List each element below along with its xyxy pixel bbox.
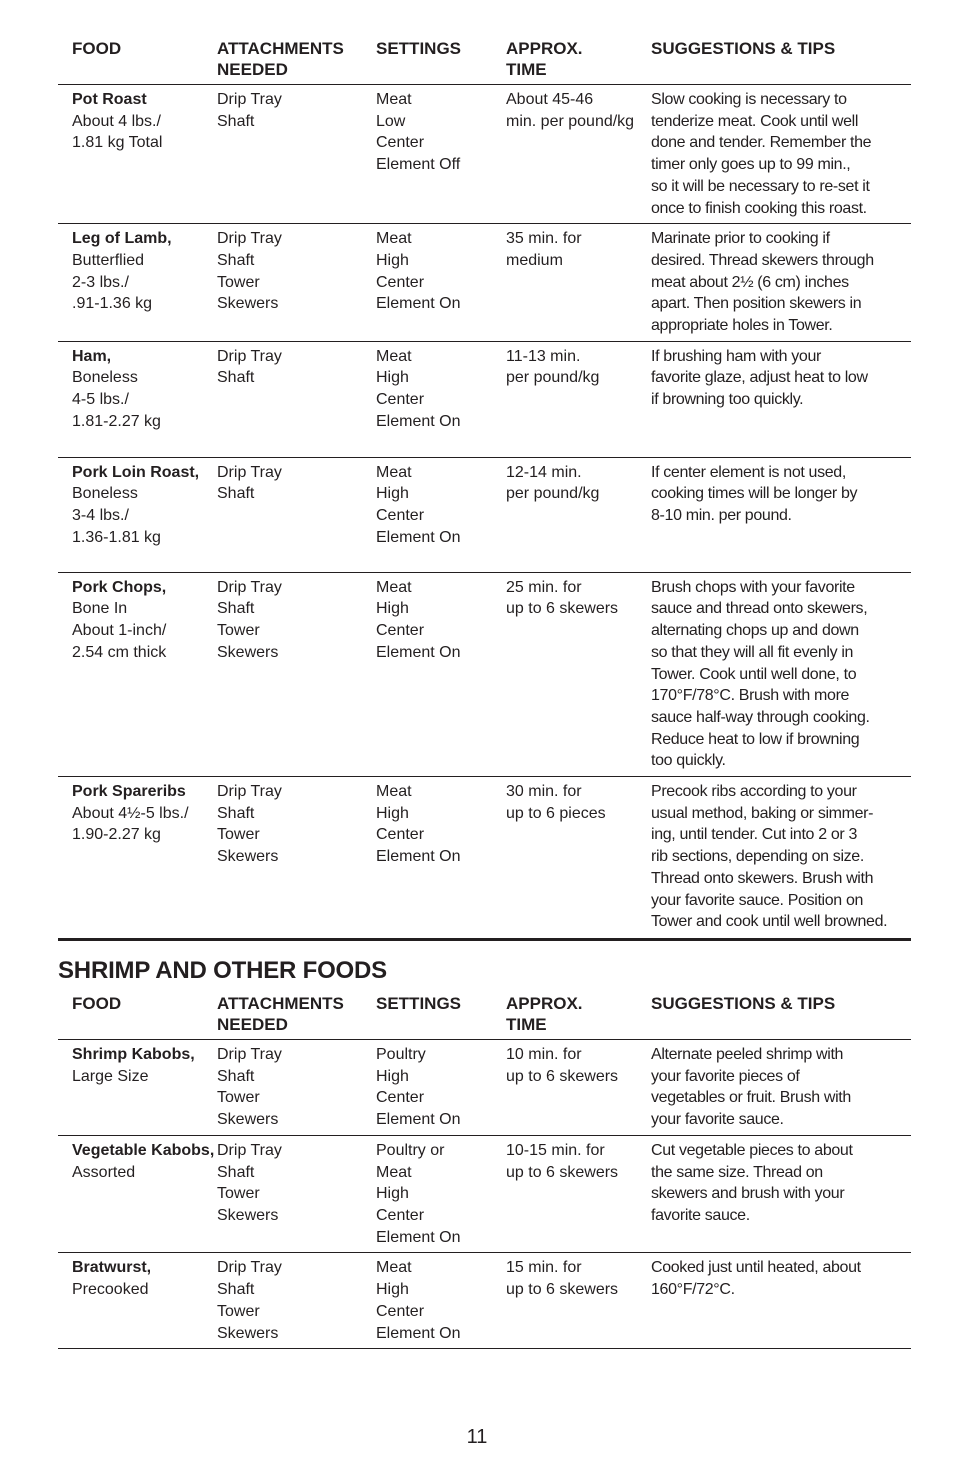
cell-text: skewers and brush with your [651, 1185, 845, 1203]
attachments-cell [217, 341, 376, 457]
food-cell [58, 224, 217, 342]
cell-text: Center [376, 507, 425, 525]
table-row [58, 572, 911, 776]
page [58, 30, 911, 1349]
header-food [58, 985, 217, 1040]
cell-text: Element On [376, 1228, 461, 1246]
table-row [58, 341, 911, 457]
settings-cell [376, 1253, 506, 1349]
cell-text: 1.81-2.27 kg [72, 412, 161, 430]
cell-text: Cooked just until heated, about [651, 1259, 861, 1277]
attachments-cell [217, 1040, 376, 1136]
cell-text: Poultry or [376, 1141, 445, 1159]
table-row [58, 1253, 911, 1349]
cell-text: High [376, 1067, 409, 1085]
cell-text: your favorite sauce. Position on [651, 891, 864, 909]
tips-cell [651, 777, 911, 940]
cell-text: Alternate peeled shrimp with [651, 1046, 844, 1064]
cell-text: If brushing ham with your [651, 347, 822, 365]
cell-text: Skewers [217, 643, 279, 661]
cell-text: appropriate holes in Tower. [651, 317, 833, 335]
header-text: SUGGESTIONS & TIPS [651, 994, 836, 1014]
tips-cell [651, 341, 911, 457]
cell-text: Shaft [217, 485, 255, 503]
cell-text: Element On [376, 1111, 461, 1129]
cell-text: Drip Tray [217, 578, 282, 596]
food-cell [58, 1135, 217, 1253]
cell-text: 1.81 kg Total [72, 134, 163, 152]
cell-text: Meat [376, 1163, 412, 1181]
cell-text: 10-15 min. for [506, 1141, 605, 1159]
cell-text: Drip Tray [217, 1046, 282, 1064]
cell-text: Center [376, 1089, 425, 1107]
cell-text: Shaft [217, 804, 255, 822]
food-name: Vegetable Kabobs, [72, 1141, 215, 1159]
cell-text: Skewers [217, 1324, 279, 1342]
cell-text: so that they will all fit evenly in [651, 643, 854, 661]
food-name: Pork Spareribs [72, 783, 186, 801]
cell-text: up to 6 skewers [506, 1281, 619, 1299]
header-text: TIME [506, 1015, 547, 1035]
tips-cell [651, 1135, 911, 1253]
cell-text: Drip Tray [217, 1141, 282, 1159]
cell-text: Skewers [217, 295, 279, 313]
header-settings [376, 985, 506, 1040]
cell-text: Tower [217, 1302, 260, 1320]
cell-text: Element On [376, 528, 461, 546]
cell-text: Meat [376, 578, 412, 596]
cell-text: High [376, 1185, 409, 1203]
time-cell [506, 341, 651, 457]
cell-text: Meat [376, 91, 412, 108]
meat-cooking-table [58, 30, 911, 941]
cell-text: your favorite sauce. [651, 1111, 784, 1129]
time-cell [506, 85, 651, 224]
cell-text: Shaft [217, 112, 255, 130]
cell-text: Precook ribs according to your [651, 783, 857, 801]
attachments-cell [217, 224, 376, 342]
tips-cell [651, 224, 911, 342]
attachments-cell [217, 777, 376, 940]
attachments-cell [217, 85, 376, 224]
food-cell [58, 777, 217, 940]
cell-text: Center [376, 391, 425, 409]
food-cell [58, 1253, 217, 1349]
cell-text: High [376, 1281, 409, 1299]
time-cell [506, 1040, 651, 1136]
cell-text: vegetables or fruit. Brush with [651, 1089, 851, 1107]
cell-text: 30 min. for [506, 783, 582, 801]
header-time [506, 30, 651, 85]
table-row [58, 1040, 911, 1136]
cell-text: min. per pound/kg [506, 112, 635, 130]
cell-text: Poultry [376, 1046, 426, 1064]
cell-text: Meat [376, 230, 412, 248]
cell-text: 12-14 min. [506, 463, 582, 481]
header-text: ATTACHMENTS [217, 994, 344, 1014]
cell-text: usual method, baking or simmer- [651, 804, 874, 822]
table-header-row [58, 985, 911, 1040]
cell-text: 25 min. for [506, 578, 582, 596]
cell-text: Center [376, 134, 425, 152]
settings-cell [376, 572, 506, 776]
food-cell [58, 341, 217, 457]
cell-text: up to 6 skewers [506, 600, 619, 618]
cell-text: Center [376, 622, 425, 640]
cell-text: High [376, 369, 409, 387]
header-settings [376, 30, 506, 85]
cell-text: Center [376, 1302, 425, 1320]
cell-text: Tower [217, 1185, 260, 1203]
header-text: SUGGESTIONS & TIPS [651, 39, 836, 58]
table-row [58, 85, 911, 224]
cell-text: ing, until tender. Cut into 2 or 3 [651, 826, 858, 844]
settings-cell [376, 457, 506, 572]
cell-text: High [376, 251, 409, 269]
cell-text: favorite sauce. [651, 1206, 750, 1224]
settings-cell [376, 1040, 506, 1136]
cell-text: Shaft [217, 1281, 255, 1299]
time-cell [506, 224, 651, 342]
cell-text: Meat [376, 347, 412, 365]
cell-text: Bone In [72, 600, 128, 618]
cell-text: 2-3 lbs./ [72, 273, 129, 291]
cell-text: High [376, 600, 409, 618]
cell-text: Element On [376, 848, 461, 866]
cell-text: Center [376, 826, 425, 844]
cell-text: 35 min. for [506, 230, 582, 248]
food-cell [58, 1040, 217, 1136]
settings-cell [376, 1135, 506, 1253]
cell-text: Tower [217, 826, 260, 844]
tips-cell [651, 1040, 911, 1136]
cell-text: alternating chops up and down [651, 622, 859, 640]
cell-text: too quickly. [651, 752, 726, 770]
cell-text: Low [376, 112, 406, 130]
cell-text: Shaft [217, 369, 255, 387]
cell-text: rib sections, depending on size. [651, 848, 864, 866]
header-text: SETTINGS [376, 39, 462, 58]
cell-text: Precooked [72, 1281, 149, 1299]
cell-text: Tower [217, 622, 260, 640]
food-name: Ham, [72, 347, 112, 365]
cell-text: 1.36-1.81 kg [72, 528, 161, 546]
cell-text: per pound/kg [506, 485, 600, 503]
header-attachments [217, 985, 376, 1040]
cell-text: medium [506, 251, 563, 269]
cell-text: Drip Tray [217, 91, 282, 108]
cell-text: timer only goes up to 99 min., [651, 156, 851, 174]
cell-text: sauce half-way through cooking. [651, 708, 870, 726]
tips-cell [651, 457, 911, 572]
cell-text: cooking times will be longer by [651, 485, 858, 503]
food-cell [58, 457, 217, 572]
header-text: ATTACHMENTS [217, 39, 344, 58]
cell-text: Drip Tray [217, 347, 282, 365]
cell-text: Marinate prior to cooking if [651, 230, 830, 248]
cell-text: per pound/kg [506, 369, 600, 387]
cell-text: If center element is not used, [651, 463, 846, 481]
cell-text: 10 min. for [506, 1046, 582, 1064]
cell-text: Drip Tray [217, 783, 282, 801]
header-food [58, 30, 217, 85]
settings-cell [376, 85, 506, 224]
cell-text: About 4 lbs./ [72, 112, 161, 130]
cell-text: Cut vegetable pieces to about [651, 1141, 853, 1159]
cell-text: Drip Tray [217, 1259, 282, 1277]
table-row [58, 1135, 911, 1253]
cell-text: favorite glaze, adjust heat to low [651, 369, 868, 387]
cell-text: Tower. Cook until well done, to [651, 665, 857, 683]
header-tips [651, 30, 911, 85]
cell-text: About 1-inch/ [72, 622, 167, 640]
header-attachments [217, 30, 376, 85]
header-text: FOOD [72, 39, 122, 58]
time-cell [506, 572, 651, 776]
food-cell [58, 85, 217, 224]
cell-text: Shaft [217, 251, 255, 269]
food-name: Shrimp Kabobs, [72, 1046, 195, 1064]
cell-text: Skewers [217, 1206, 279, 1224]
table-row [58, 457, 911, 572]
time-cell [506, 777, 651, 940]
food-name: Pork Loin Roast, [72, 463, 200, 481]
cell-text: Element Off [376, 156, 461, 174]
cell-text: done and tender. Remember the [651, 134, 872, 152]
cell-text: Meat [376, 1259, 412, 1277]
cell-text: the same size. Thread on [651, 1163, 823, 1181]
cell-text: About 4½-5 lbs./ [72, 804, 189, 822]
settings-cell [376, 777, 506, 940]
section-title: SHRIMP AND OTHER FOODS [58, 957, 387, 985]
cell-text: Slow cooking is necessary to [651, 91, 847, 108]
food-name: Pot Roast [72, 91, 147, 108]
cell-text: up to 6 skewers [506, 1067, 619, 1085]
cell-text: if browning too quickly. [651, 391, 804, 409]
cell-text: once to finish cooking this roast. [651, 199, 867, 217]
cell-text: so it will be necessary to re-set it [651, 177, 870, 195]
cell-text: 11-13 min. [506, 347, 581, 365]
table-header-row [58, 30, 911, 85]
table-row [58, 777, 911, 940]
time-cell [506, 1135, 651, 1253]
header-text: APPROX. [506, 994, 583, 1014]
cell-text: Element On [376, 295, 461, 313]
cell-text: 15 min. for [506, 1259, 582, 1277]
header-text: TIME [506, 60, 547, 79]
cell-text: 8-10 min. per pound. [651, 507, 792, 525]
cell-text: Tower [217, 1089, 260, 1107]
tips-cell [651, 572, 911, 776]
cell-text: Assorted [72, 1163, 136, 1181]
header-time [506, 985, 651, 1040]
cell-text: 4-5 lbs./ [72, 391, 129, 409]
cell-text: 2.54 cm thick [72, 643, 167, 661]
cell-text: up to 6 skewers [506, 1163, 619, 1181]
cell-text: 170°F/78°C. Brush with more [651, 687, 850, 705]
cell-text: Center [376, 1206, 425, 1224]
cell-text: your favorite pieces of [651, 1067, 800, 1085]
cell-text: About 45-46 [506, 91, 594, 108]
attachments-cell [217, 457, 376, 572]
cell-text: 160°F/72°C. [651, 1281, 735, 1299]
cell-text: Element On [376, 643, 461, 661]
attachments-cell [217, 1135, 376, 1253]
cell-text: Large Size [72, 1067, 149, 1085]
cell-text: meat about 2½ (6 cm) inches [651, 273, 849, 291]
header-text: NEEDED [217, 60, 288, 79]
attachments-cell [217, 1253, 376, 1349]
cell-text: desired. Thread skewers through [651, 251, 874, 269]
cell-text: Shaft [217, 1163, 255, 1181]
header-text: SETTINGS [376, 994, 462, 1014]
page-number: 11 [466, 1426, 488, 1448]
cell-text: Shaft [217, 1067, 255, 1085]
cell-text: Butterflied [72, 251, 145, 269]
cell-text: up to 6 pieces [506, 804, 606, 822]
cell-text: tenderize meat. Cook until well [651, 112, 859, 130]
food-cell [58, 572, 217, 776]
cell-text: Tower and cook until well browned. [651, 913, 888, 931]
shrimp-other-foods-table [58, 985, 911, 1349]
settings-cell [376, 224, 506, 342]
attachments-cell [217, 572, 376, 776]
cell-text: Drip Tray [217, 230, 282, 248]
cell-text: Element On [376, 1324, 461, 1342]
food-name: Pork Chops, [72, 578, 167, 596]
food-name: Leg of Lamb, [72, 230, 172, 248]
header-text: NEEDED [217, 1015, 288, 1035]
tips-cell [651, 1253, 911, 1349]
cell-text: Thread onto skewers. Brush with [651, 869, 874, 887]
tips-cell [651, 85, 911, 224]
table-row [58, 224, 911, 342]
food-name: Bratwurst, [72, 1259, 152, 1277]
cell-text: High [376, 804, 409, 822]
cell-text: 1.90-2.27 kg [72, 826, 161, 844]
header-text: FOOD [72, 994, 122, 1014]
cell-text: 3-4 lbs./ [72, 507, 129, 525]
cell-text: Meat [376, 783, 412, 801]
cell-text: Meat [376, 463, 412, 481]
cell-text: Boneless [72, 369, 138, 387]
header-tips [651, 985, 911, 1040]
cell-text: .91-1.36 kg [72, 295, 153, 313]
cell-text: Reduce heat to low if browning [651, 730, 860, 748]
cell-text: Element On [376, 412, 461, 430]
cell-text: Shaft [217, 600, 255, 618]
cell-text: apart. Then position skewers in [651, 295, 862, 313]
cell-text: High [376, 485, 409, 503]
cell-text: sauce and thread onto skewers, [651, 600, 868, 618]
cell-text: Skewers [217, 848, 279, 866]
cell-text: Drip Tray [217, 463, 282, 481]
settings-cell [376, 341, 506, 457]
header-text: APPROX. [506, 39, 583, 58]
time-cell [506, 1253, 651, 1349]
cell-text: Tower [217, 273, 260, 291]
time-cell [506, 457, 651, 572]
cell-text: Boneless [72, 485, 138, 503]
cell-text: Center [376, 273, 425, 291]
cell-text: Brush chops with your favorite [651, 578, 855, 596]
cell-text: Skewers [217, 1111, 279, 1129]
